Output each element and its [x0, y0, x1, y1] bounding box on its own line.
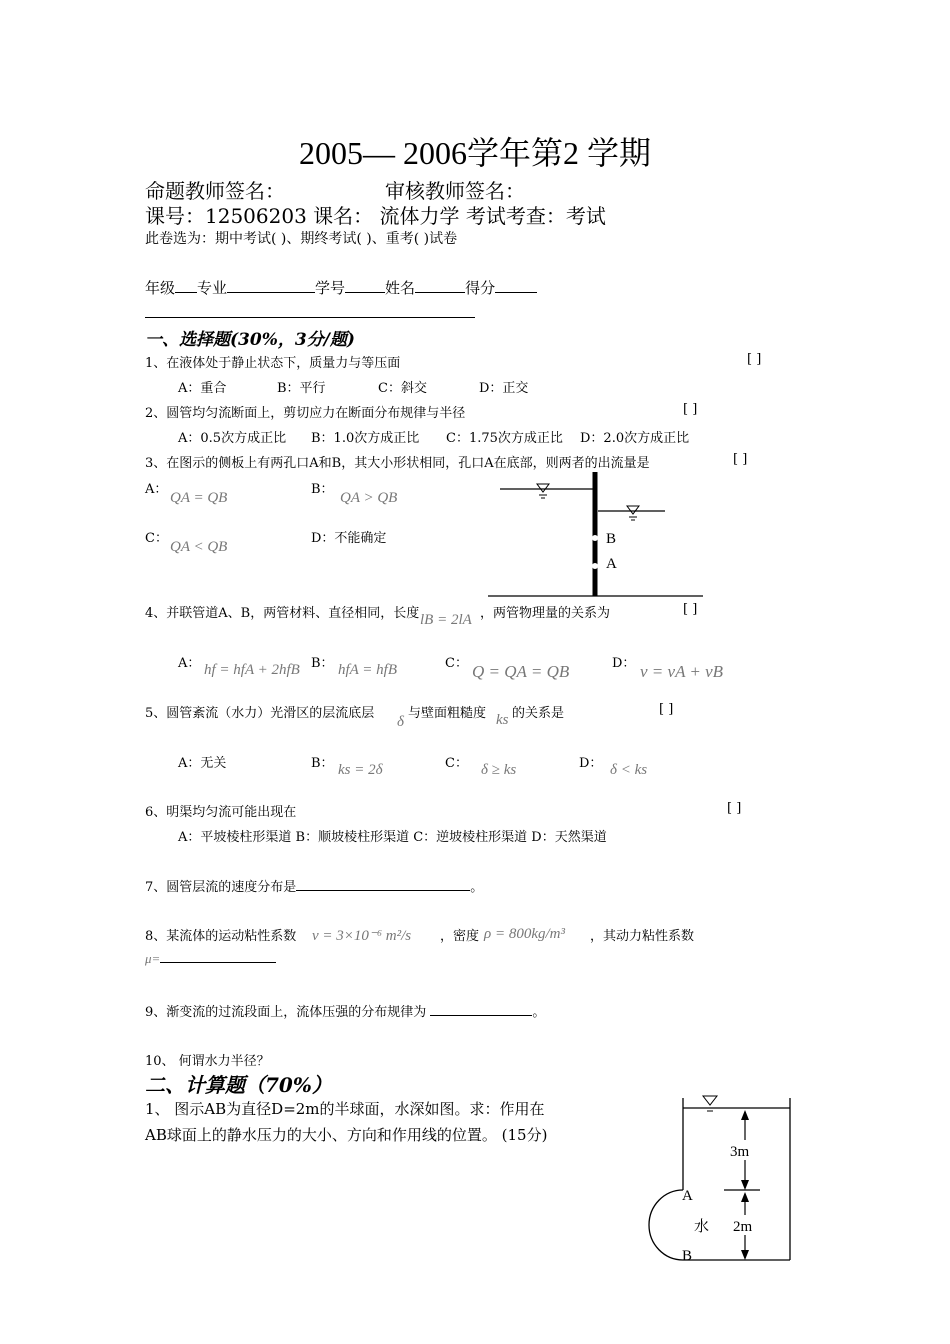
q7-question: [145, 876, 483, 895]
q7-text: 7、圆管层流的速度分布是: [145, 880, 297, 895]
q9-period: 。: [532, 1005, 546, 1020]
q8-answer-blank[interactable]: [160, 948, 276, 963]
q4-option-b-formula: hfA = hfB: [338, 662, 398, 678]
section1-heading: 一、选择题(30%，3分/题): [145, 330, 355, 350]
q2-answer-bracket[interactable]: [ ]: [683, 402, 698, 417]
q3-orifice-diagram: [485, 468, 710, 603]
exam-title: 2005— 2006学年第2 学期: [298, 135, 651, 171]
q1-option-b[interactable]: B：平行: [277, 381, 326, 396]
q4-length-formula: lB = 2lA: [420, 612, 472, 628]
name-label: 姓名: [385, 279, 416, 297]
point-a-label: A: [682, 1188, 693, 1204]
q3-option-b-label[interactable]: B：: [311, 482, 334, 497]
q8-text-b: ，密度: [440, 929, 480, 944]
orifice-a-label: A: [606, 556, 617, 572]
q3-answer-bracket[interactable]: [ ]: [733, 452, 748, 467]
setter-signature-label: 命题教师签名：: [145, 179, 285, 203]
name-blank[interactable]: [415, 278, 465, 293]
water-label: 水: [694, 1219, 710, 1235]
point-b-label: B: [682, 1248, 693, 1264]
arrow-down-3m: [741, 1180, 749, 1190]
exam-type-line: 此卷选为：期中考试( )、期终考试( )、重考( )试卷: [145, 231, 458, 247]
calc-q1-line2: AB球面上的静水压力的大小、方向和作用线的位置。 (15分): [145, 1126, 548, 1144]
left-water-level-icon: [537, 484, 549, 498]
course-info: 课号：12506203 课名： 流体力学 考试考查：考试: [145, 204, 606, 228]
q9-answer-blank[interactable]: [430, 1001, 532, 1016]
q3-option-d[interactable]: D：不能确定: [311, 531, 387, 546]
q5-ks-symbol: ks: [496, 712, 509, 728]
q9-text: 9、渐变流的过流段面上，流体压强的分布规律为: [145, 1005, 427, 1020]
student-id-blank[interactable]: [345, 278, 385, 293]
q1-answer-bracket[interactable]: [ ]: [747, 352, 762, 367]
hemisphere-surface: [649, 1190, 683, 1260]
orifice-a: [592, 563, 598, 569]
q3-option-c-label[interactable]: C：: [145, 531, 168, 546]
q8-answer-line: [145, 948, 276, 967]
q8-text-a: 8、某流体的运动粘性系数: [145, 929, 297, 944]
q3-text: 3、在图示的侧板上有两孔口A和B，其大小形状相同，孔口A在底部，则两者的出流量是: [145, 456, 650, 471]
major-label: 专业: [197, 279, 228, 297]
q7-answer-blank[interactable]: [296, 876, 470, 891]
q4-option-c-label[interactable]: C：: [445, 656, 468, 671]
q2-option-c[interactable]: C：1.75次方成正比: [446, 431, 563, 446]
q6-options[interactable]: A：平坡棱柱形渠道 B：顺坡棱柱形渠道 C：逆坡棱柱形渠道 D：天然渠道: [178, 830, 607, 845]
q5-text-c: 的关系是: [512, 706, 565, 721]
score-label: 得分: [465, 279, 496, 297]
q8-text-c: ，其动力粘性系数: [590, 929, 695, 944]
q4-option-d-label[interactable]: D：: [612, 656, 636, 671]
grade-blank[interactable]: [175, 278, 197, 293]
student-info-line: [145, 277, 537, 298]
q5-text-b: 与壁面粗糙度: [408, 706, 487, 721]
q4-option-d-formula: v = vA + vB: [640, 662, 724, 681]
q3-option-c-formula: QA < QB: [170, 539, 228, 555]
q5-answer-bracket[interactable]: [ ]: [659, 702, 674, 717]
arrow-down-2m: [741, 1250, 749, 1260]
q10-text: 10、 何谓水力半径？: [145, 1054, 270, 1069]
reviewer-signature-label: 审核教师签名：: [385, 179, 525, 203]
calc-q1-line1: 1、 图示AB为直径D=2m的半球面，水深如图。求：作用在: [145, 1100, 545, 1118]
q4-option-a-label[interactable]: A：: [178, 656, 201, 671]
depth-2m-label: 2m: [733, 1219, 753, 1235]
q1-option-a[interactable]: A：重合: [178, 381, 227, 396]
q8-mu-label: μ=: [145, 951, 161, 966]
q6-answer-bracket[interactable]: [ ]: [727, 801, 742, 816]
right-water-level-icon: [627, 506, 639, 520]
orifice-b: [592, 535, 598, 541]
q3-option-a-label[interactable]: A：: [145, 482, 168, 497]
water-level-icon: [703, 1096, 717, 1111]
score-blank[interactable]: [495, 278, 537, 293]
q4-option-a-formula: hf = hfA + 2hfB: [204, 662, 300, 678]
q1-text: 1、在液体处于静止状态下，质量力与等压面: [145, 356, 401, 371]
arrow-up-3m: [741, 1110, 749, 1120]
q5-option-b-formula: ks = 2δ: [338, 762, 383, 778]
q5-option-c-label[interactable]: C：: [445, 756, 468, 771]
q9-question: [145, 1001, 545, 1020]
q5-option-b-label[interactable]: B：: [311, 756, 334, 771]
q8-rho-formula: ρ = 800kg/m³: [484, 926, 565, 942]
q8-nu-formula: ν = 3×10⁻⁶ m²/s: [312, 928, 412, 944]
depth-3m-label: 3m: [730, 1144, 750, 1160]
q4-answer-bracket[interactable]: [ ]: [683, 602, 698, 617]
q1-option-c[interactable]: C：斜交: [378, 381, 427, 396]
q4-text-a: 4、并联管道A、B，两管材料、直径相同，长度: [145, 606, 420, 621]
q5-text-a: 5、圆管紊流（水力）光滑区的层流底层: [145, 706, 375, 721]
major-blank[interactable]: [227, 278, 315, 293]
q2-text: 2、圆管均匀流断面上，剪切应力在断面分布规律与半径: [145, 406, 466, 421]
orifice-b-label: B: [606, 531, 617, 547]
q4-option-b-label[interactable]: B：: [311, 656, 334, 671]
q3-option-b-formula: QA > QB: [340, 490, 398, 506]
section2-heading: 二、计算题（70%）: [145, 1073, 332, 1097]
q1-option-d[interactable]: D：正交: [479, 381, 529, 396]
q5-delta-symbol: δ: [397, 714, 404, 730]
divider-line: [145, 317, 475, 318]
q5-option-c-formula: δ ≥ ks: [481, 762, 517, 778]
student-id-label: 学号: [315, 279, 346, 297]
arrow-up-2m: [741, 1192, 749, 1202]
q5-option-d-formula: δ < ks: [610, 762, 648, 778]
q2-option-d[interactable]: D：2.0次方成正比: [580, 431, 690, 446]
grade-label: 年级: [145, 279, 176, 297]
q7-period: 。: [470, 880, 484, 895]
q2-option-a[interactable]: A：0.5次方成正比: [178, 431, 287, 446]
q4-option-c-formula: Q = QA = QB: [472, 662, 570, 681]
q5-option-d-label[interactable]: D：: [579, 756, 603, 771]
q5-option-a[interactable]: A：无关: [178, 756, 227, 771]
q3-option-a-formula: QA = QB: [170, 490, 228, 506]
hemisphere-diagram: [640, 1090, 805, 1265]
q2-option-b[interactable]: B：1.0次方成正比: [311, 431, 420, 446]
q4-text-b: ，两管物理量的关系为: [480, 606, 611, 621]
q6-text: 6、明渠均匀流可能出现在: [145, 805, 297, 820]
